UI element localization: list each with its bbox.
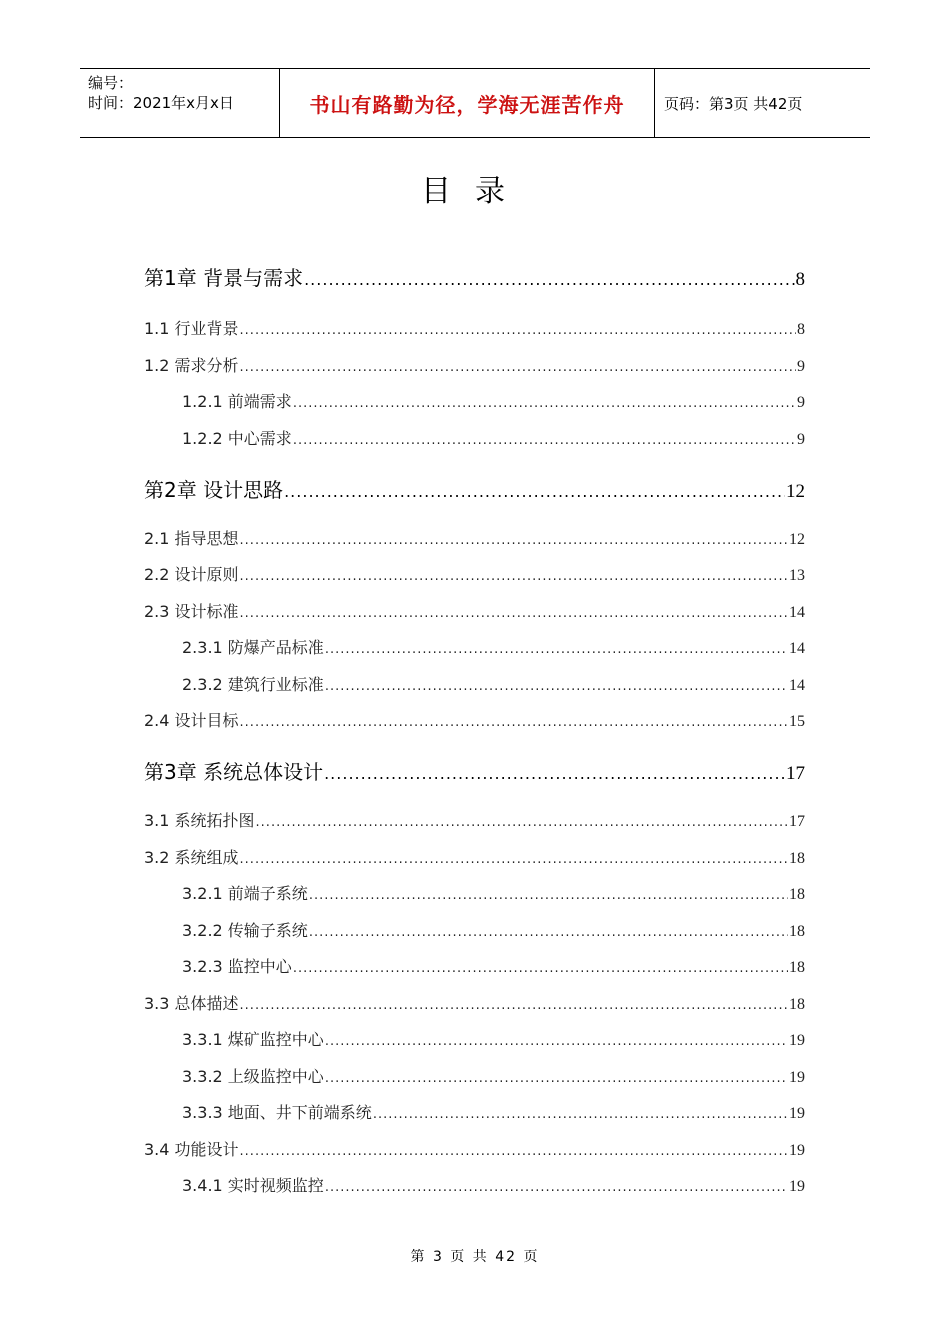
toc-section-entry[interactable] bbox=[144, 808, 805, 831]
toc-section-entry[interactable] bbox=[144, 353, 805, 376]
toc-leader-dots bbox=[293, 961, 788, 976]
toc-leader-dots bbox=[293, 396, 796, 411]
time-label: 时间：2021年x月x日 bbox=[88, 94, 234, 112]
toc-entry-title: 3.2.2 传输子系统 bbox=[182, 921, 308, 940]
toc-subsection-entry[interactable] bbox=[144, 1064, 805, 1087]
toc-section-entry[interactable] bbox=[144, 1137, 805, 1160]
toc-leader-dots bbox=[325, 1180, 788, 1195]
toc-page-number: 19 bbox=[789, 1069, 805, 1086]
toc-leader-dots bbox=[256, 815, 788, 830]
toc-page-number: 9 bbox=[797, 358, 805, 375]
toc-section-entry[interactable] bbox=[144, 599, 805, 622]
toc-entry-title: 2.1 指导思想 bbox=[144, 529, 239, 548]
toc-entry-title: 3.3.2 上级监控中心 bbox=[182, 1067, 324, 1086]
toc-leader-dots bbox=[325, 1034, 788, 1049]
toc-subsection-entry[interactable] bbox=[144, 954, 805, 977]
toc-leader-dots bbox=[240, 715, 788, 730]
toc-entry-title: 第2章 设计思路 bbox=[144, 478, 284, 502]
page-header bbox=[80, 68, 870, 138]
toc-entry-title: 第3章 系统总体设计 bbox=[144, 760, 324, 784]
toc-page-number: 9 bbox=[797, 431, 805, 448]
toc-chapter-entry[interactable] bbox=[144, 474, 805, 503]
header-page-info-cell bbox=[655, 69, 870, 137]
toc-leader-dots bbox=[240, 323, 796, 338]
toc-page-number: 8 bbox=[797, 321, 805, 338]
toc-leader-dots bbox=[284, 482, 785, 501]
toc-entry-title: 3.3 总体描述 bbox=[144, 994, 239, 1013]
toc-leader-dots bbox=[240, 606, 788, 621]
toc-page-number: 19 bbox=[789, 1178, 805, 1195]
toc-page-number: 17 bbox=[789, 813, 805, 830]
toc-page-number: 18 bbox=[789, 850, 805, 867]
toc-section-entry[interactable] bbox=[144, 991, 805, 1014]
toc-page-number: 18 bbox=[789, 996, 805, 1013]
toc-leader-dots bbox=[240, 852, 788, 867]
toc-section-entry[interactable] bbox=[144, 845, 805, 868]
toc-page-number: 18 bbox=[789, 923, 805, 940]
toc-leader-dots bbox=[240, 533, 788, 548]
toc-leader-dots bbox=[325, 1071, 788, 1086]
header-left-cell bbox=[80, 69, 280, 137]
toc-entry-title: 3.1 系统拓扑图 bbox=[144, 811, 255, 830]
toc-leader-dots bbox=[309, 925, 788, 940]
toc-page-number: 12 bbox=[786, 481, 805, 502]
page-info: 页码：第3页 共42页 bbox=[664, 94, 803, 113]
toc-subsection-entry[interactable] bbox=[144, 918, 805, 941]
toc-subsection-entry[interactable] bbox=[144, 672, 805, 695]
toc-page-number: 19 bbox=[789, 1032, 805, 1049]
toc-page-number: 14 bbox=[789, 677, 805, 694]
toc-entry-title: 第1章 背景与需求 bbox=[144, 266, 304, 290]
toc-section-entry[interactable] bbox=[144, 526, 805, 549]
toc-leader-dots bbox=[304, 270, 794, 289]
page-title: 目录 bbox=[421, 174, 529, 209]
toc-entry-title: 3.3.1 煤矿监控中心 bbox=[182, 1030, 324, 1049]
toc-subsection-entry[interactable] bbox=[144, 1100, 805, 1123]
toc-leader-dots bbox=[240, 360, 796, 375]
toc-page-number: 8 bbox=[795, 269, 805, 290]
toc-entry-title: 2.3 设计标准 bbox=[144, 602, 239, 621]
toc-leader-dots bbox=[309, 888, 788, 903]
toc-subsection-entry[interactable] bbox=[144, 389, 805, 412]
toc-page-number: 9 bbox=[797, 394, 805, 411]
toc-section-entry[interactable] bbox=[144, 708, 805, 731]
toc-page-number: 13 bbox=[789, 567, 805, 584]
toc-page-number: 19 bbox=[789, 1142, 805, 1159]
toc-leader-dots bbox=[373, 1107, 788, 1122]
toc-page-number: 17 bbox=[786, 763, 805, 784]
toc-entry-title: 2.3.2 建筑行业标准 bbox=[182, 675, 324, 694]
toc-section-entry[interactable] bbox=[144, 562, 805, 585]
toc-entry-title: 2.4 设计目标 bbox=[144, 711, 239, 730]
toc-page-number: 14 bbox=[789, 604, 805, 621]
toc-leader-dots bbox=[240, 1144, 788, 1159]
toc-entry-title: 3.4.1 实时视频监控 bbox=[182, 1176, 324, 1195]
toc-page-number: 18 bbox=[789, 959, 805, 976]
toc-leader-dots bbox=[240, 569, 788, 584]
toc-chapter-entry[interactable] bbox=[144, 262, 805, 291]
toc-entry-title: 3.2.1 前端子系统 bbox=[182, 884, 308, 903]
toc-subsection-entry[interactable] bbox=[144, 635, 805, 658]
toc-entry-title: 2.2 设计原则 bbox=[144, 565, 239, 584]
header-motto-cell bbox=[280, 69, 655, 137]
toc-entry-title: 1.2.1 前端需求 bbox=[182, 392, 292, 411]
toc-subsection-entry[interactable] bbox=[144, 1027, 805, 1050]
toc-chapter-entry[interactable] bbox=[144, 756, 805, 785]
toc-page-number: 12 bbox=[789, 531, 805, 548]
toc-leader-dots bbox=[324, 764, 785, 783]
toc-leader-dots bbox=[325, 642, 788, 657]
toc-entry-title: 1.1 行业背景 bbox=[144, 319, 239, 338]
toc-entry-title: 1.2 需求分析 bbox=[144, 356, 239, 375]
toc-entry-title: 2.3.1 防爆产品标准 bbox=[182, 638, 324, 657]
toc-page-number: 18 bbox=[789, 886, 805, 903]
toc-entry-title: 1.2.2 中心需求 bbox=[182, 429, 292, 448]
toc-entry-title: 3.4 功能设计 bbox=[144, 1140, 239, 1159]
toc-page-number: 14 bbox=[789, 640, 805, 657]
toc-page-number: 15 bbox=[789, 713, 805, 730]
page-footer: 第 3 页 共 42 页 bbox=[410, 1249, 540, 1265]
toc-entry-title: 3.3.3 地面、井下前端系统 bbox=[182, 1103, 372, 1122]
toc-leader-dots bbox=[325, 679, 788, 694]
toc-leader-dots bbox=[293, 433, 796, 448]
toc-leader-dots bbox=[240, 998, 788, 1013]
toc-subsection-entry[interactable] bbox=[144, 881, 805, 904]
toc-subsection-entry[interactable] bbox=[144, 1173, 805, 1196]
toc-entry-title: 3.2.3 监控中心 bbox=[182, 957, 292, 976]
motto: 书山有路勤为径，学海无涯苦作舟 bbox=[309, 92, 625, 117]
toc-page-number: 19 bbox=[789, 1105, 805, 1122]
toc-subsection-entry[interactable] bbox=[144, 426, 805, 449]
number-label: 编号： bbox=[88, 74, 134, 92]
toc-entry-title: 3.2 系统组成 bbox=[144, 848, 239, 867]
toc-section-entry[interactable] bbox=[144, 316, 805, 339]
